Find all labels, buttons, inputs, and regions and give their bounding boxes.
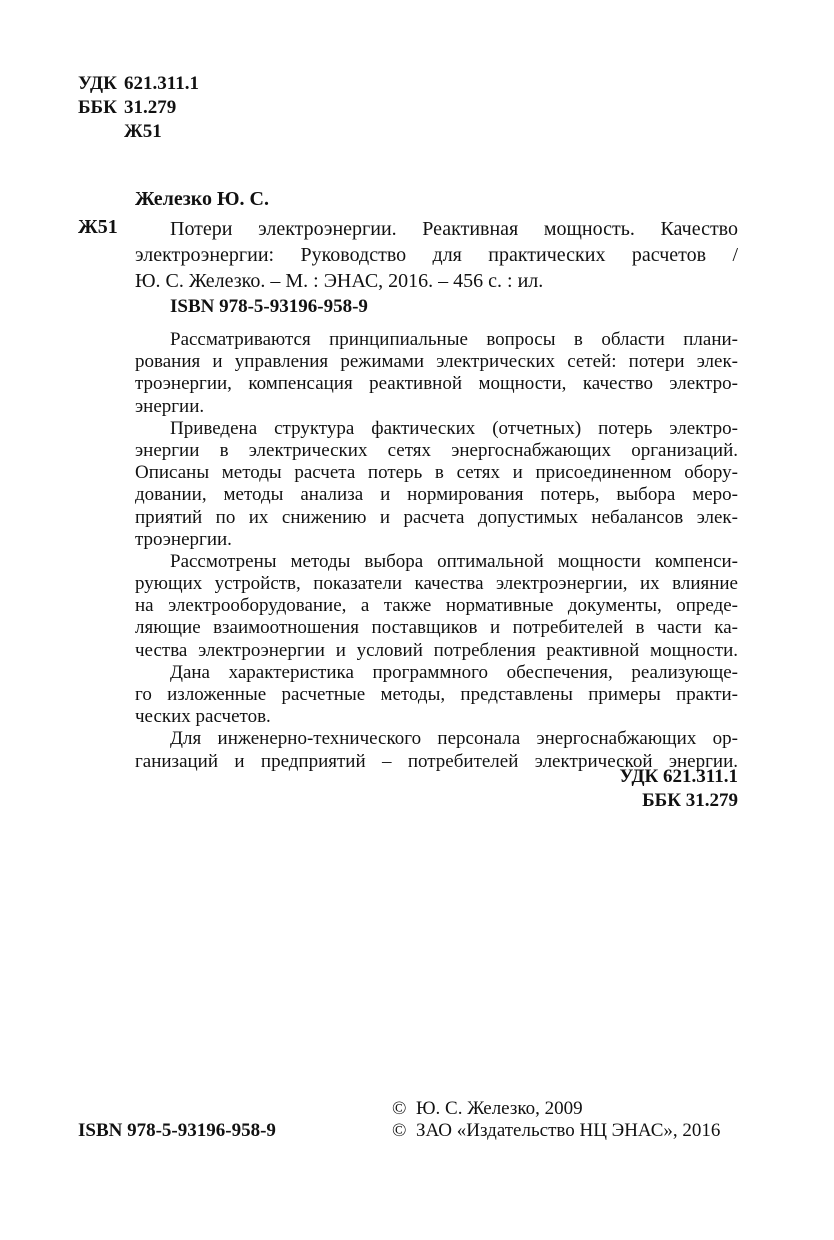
copyright-line <box>392 1120 720 1142</box>
copyright-icon: © <box>392 1098 407 1119</box>
abstract <box>135 329 738 773</box>
abstract-line: энергии. <box>135 395 205 417</box>
abstract-line: ляющие взаимоотношения поставщиков и потребителей в части ка- <box>135 617 738 639</box>
abstract-line: довании, методы анализа и нормирования потерь, выбора меро- <box>135 484 738 506</box>
author-heading: Железко Ю. С. <box>135 188 269 210</box>
abstract-line: Для инженерно-технического персонала энергоснабжающих ор- <box>170 728 738 750</box>
copyright-text: Ю. С. Железко, 2009 <box>416 1098 583 1119</box>
abstract-line: рующих устройств, показатели качества электроэнергии, их влияние <box>135 573 738 595</box>
abstract-line: Приведена структура фактических (отчетных) потерь электро- <box>170 417 738 439</box>
abstract-line: ганизаций и предприятий – потребителей электрической энергии. <box>135 750 738 772</box>
abstract-line: на электрооборудование, а также нормативные документы, опреде- <box>135 595 738 617</box>
abstract-line: ческих расчетов. <box>135 706 271 728</box>
abstract-line: чества электроэнергии и условий потребления реактивной мощности. <box>135 639 738 661</box>
abstract-line: троэнергии. <box>135 528 232 550</box>
copyright-icon: © <box>392 1120 407 1141</box>
abstract-line: троэнергии, компенсация реактивной мощности, качество электро- <box>135 373 738 395</box>
bbk-footer: ББК 31.279 <box>642 790 738 811</box>
bib-line: Потери электроэнергии. Реактивная мощность. Качество <box>170 218 738 240</box>
bbk-line <box>78 96 176 120</box>
copyright-line <box>392 1098 583 1120</box>
bib-line: Ю. С. Железко. – М. : ЭНАС, 2016. – 456 с. : ил. <box>135 270 544 292</box>
abstract-line: рования и управления режимами электрических сетей: потери элек- <box>135 351 738 373</box>
copyright-text: ЗАО «Издательство НЦ ЭНАС», 2016 <box>416 1120 721 1141</box>
bbk-value: 31.279 <box>124 97 177 118</box>
author-mark-top: Ж51 <box>124 121 162 142</box>
udk-line <box>78 72 199 96</box>
bibliographic-entry <box>135 216 738 294</box>
abstract-line: Рассмотрены методы выбора оптимальной мощности компенси- <box>170 550 738 572</box>
abstract-line: Дана характеристика программного обеспечения, реализующе- <box>170 661 738 683</box>
bbk-label: ББК <box>78 97 117 118</box>
abstract-line: го изложенные расчетные методы, представлены примеры практи- <box>135 684 738 705</box>
abstract-line: энергии в электрических сетях энергоснабжающих организаций. <box>135 439 738 461</box>
udk-value: 621.311.1 <box>124 73 199 94</box>
isbn-bottom: ISBN 978-5-93196-958-9 <box>78 1120 276 1141</box>
udk-label: УДК <box>78 73 117 94</box>
abstract-line: Рассматриваются принципиальные вопросы в области плани- <box>170 329 738 350</box>
abstract-line: Описаны методы расчета потерь в сетях и присоединенном обору- <box>135 462 738 484</box>
author-mark: Ж51 <box>78 216 118 238</box>
bib-line: электроэнергии: Руководство для практических расчетов / <box>135 244 738 266</box>
isbn-top: ISBN 978-5-93196-958-9 <box>170 296 368 317</box>
udk-footer: УДК 621.311.1 <box>619 766 738 787</box>
abstract-line: приятий по их снижению и расчета допустимых небалансов элек- <box>135 506 738 528</box>
